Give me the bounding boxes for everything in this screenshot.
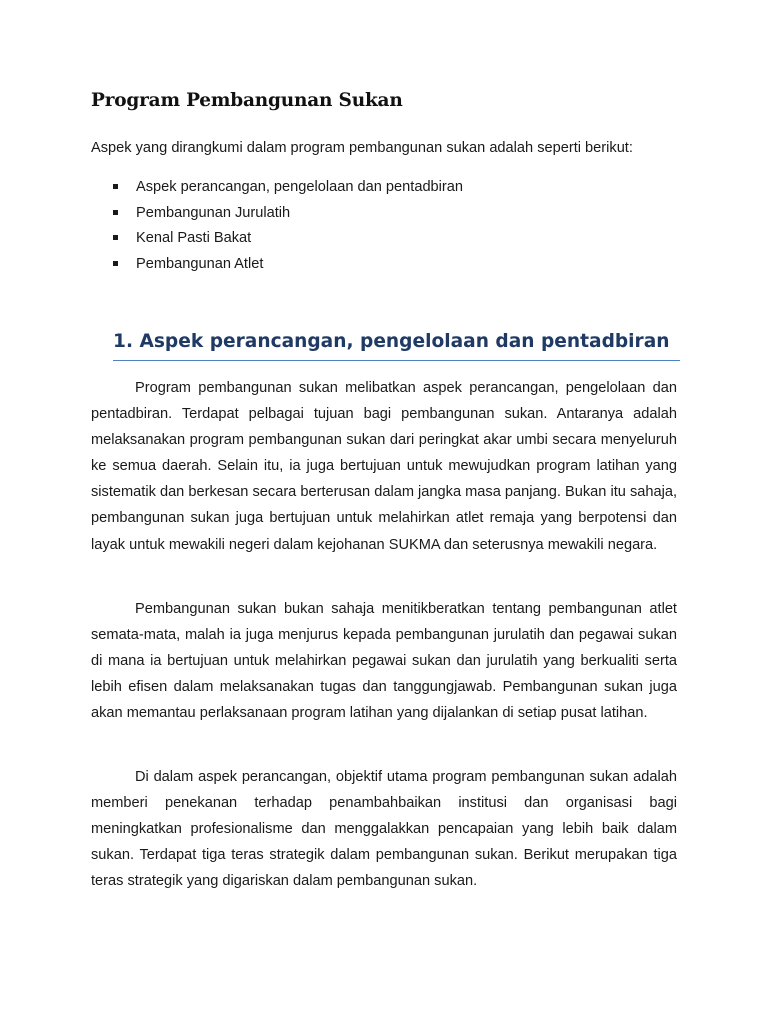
body-paragraph: Pembangunan sukan bukan sahaja menitikberatkan tentang pembangunan atlet semata-mata, malah ia juga menjurus kepada pembangunan jurulatih dan pegawai sukan di mana ia bertujuan untuk melahirkan pegawai sukan dan jurulatih yang berkualiti serta lebih efisen dalam melaksanakan tugas dan tanggungjawab. Pembangunan sukan juga akan memantau perlaksanaan program latihan yang dijalankan di setiap pusat latihan. [91, 601, 677, 722]
list-item [111, 178, 463, 204]
body-paragraph: Di dalam aspek perancangan, objektif utama program pembangunan sukan adalah memberi penekanan terhadap penambahbaikan institusi dan organisasi bagi meningkatkan profesionalisme dan menggalakkan pencapaian yang lebih baik dalam sukan. Terdapat tiga teras strategik dalam pembangunan sukan. Berikut merupakan tiga teras strategik yang digariskan dalam pembangunan sukan. [91, 769, 677, 890]
list-item [111, 229, 463, 255]
list-item-label: Pembangunan Atlet [136, 256, 264, 273]
square-bullet-icon [113, 210, 118, 215]
list-item [111, 255, 463, 281]
section-heading-block [113, 330, 680, 361]
section-heading: 1. Aspek perancangan, pengelolaan dan pentadbiran [113, 331, 670, 352]
topic-list [111, 178, 463, 281]
list-item-label: Pembangunan Jurulatih [136, 204, 291, 221]
list-item [111, 204, 463, 230]
list-item-label: Aspek perancangan, pengelolaan dan pentadbiran [136, 179, 464, 195]
body-paragraph: Program pembangunan sukan melibatkan aspek perancangan, pengelolaan dan pentadbiran. Terdapat pelbagai tujuan bagi pembangunan sukan. Antaranya adalah melaksanakan program pembangunan sukan dari peringkat akar umbi secara menyeluruh ke semua daerah. Selain itu, ia juga bertujuan untuk mewujudkan program latihan yang sistematik dan berkesan secara berterusan dalam jangka masa panjang. Bukan itu sahaja, pembangunan sukan juga bertujuan untuk melahirkan atlet remaja yang berpotensi dan layak untuk mewakili negeri dalam kejohanan SUKMA dan seterusnya mewakili negara. [91, 380, 677, 553]
square-bullet-icon [113, 184, 118, 189]
document-title: Program Pembangunan Sukan [91, 90, 403, 111]
square-bullet-icon [113, 261, 118, 266]
square-bullet-icon [113, 235, 118, 240]
list-item-label: Kenal Pasti Bakat [136, 230, 252, 247]
intro-text: Aspek yang dirangkumi dalam program pembangunan sukan adalah seperti berikut: [91, 140, 633, 156]
